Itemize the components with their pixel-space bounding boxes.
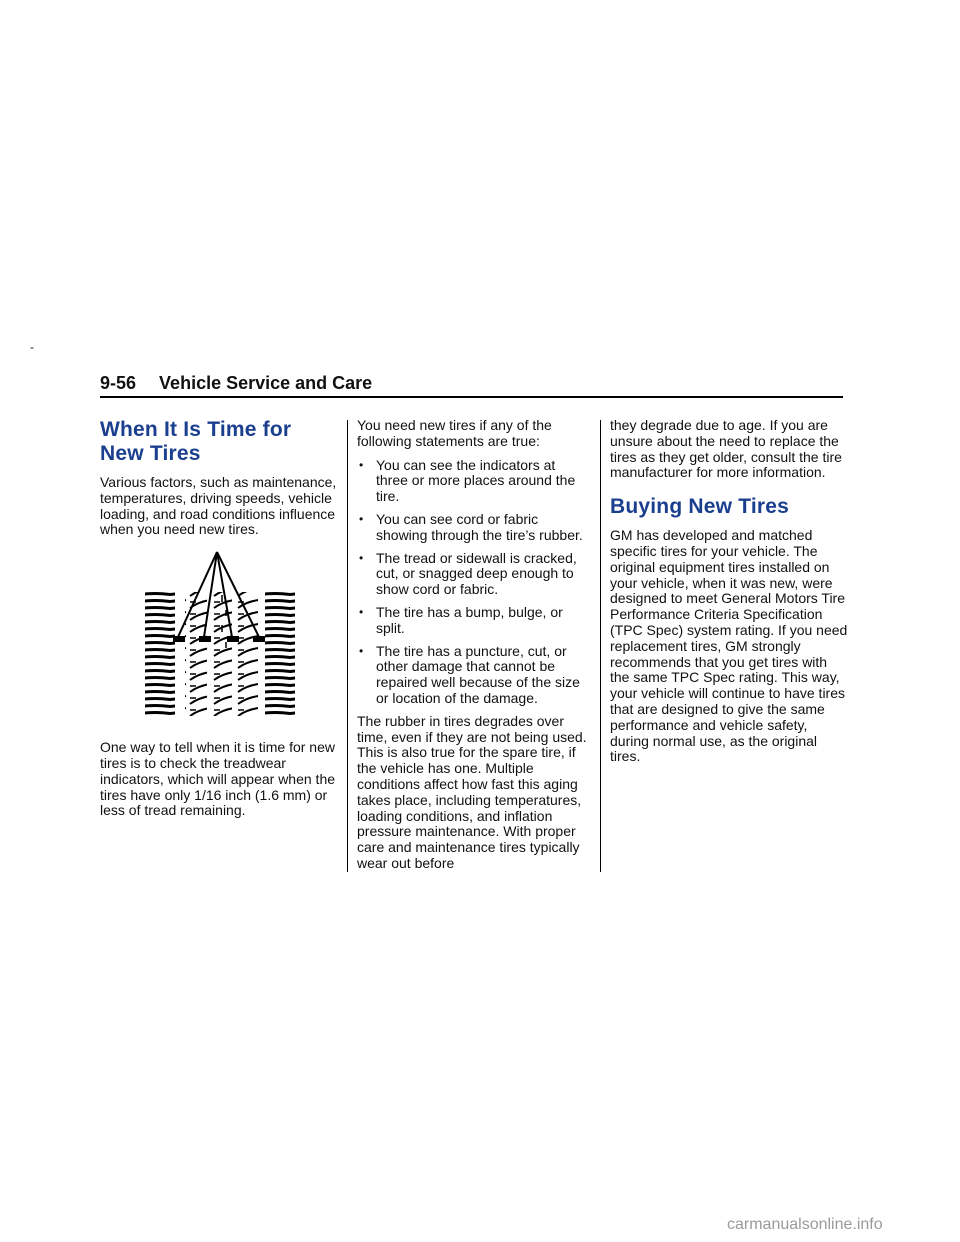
page-header (100, 372, 843, 398)
page-number: 9-56 (100, 373, 137, 393)
column-middle (357, 418, 589, 880)
treadwear-paragraph: One way to tell when it is time for new tires is to check the treadwear indicators, which will appear when the tires have only 1/16 inch (1.6 mm) or less of tread remaining. (100, 739, 336, 819)
buying-paragraph: GM has developed and matched specific tires for your vehicle. The original equipment tires installed on your vehicle, when it was new, were designed to meet General Motors Tire Performance Criteria Specification (TPC Spec) system rating. If you need replacement tires, GM strongly recommends that you get tires with the same TPC Spec rating. This way, your vehicle will continue to have tires that are designed to give the same performance and vehicle safety, during normal use, as the original tires. (610, 527, 848, 765)
list-item: • You can see cord or fabric showing through the tire’s rubber. (359, 510, 583, 543)
watermark-text: carmanualsonline.info (727, 1216, 883, 1233)
conditions-intro: You need new tires if any of the following statements are true: (357, 417, 552, 449)
tread-rib-left (145, 592, 175, 716)
column-divider-left (347, 420, 348, 872)
section-heading-buying-tires: Buying New Tires (610, 495, 790, 519)
column-left (100, 418, 337, 827)
list-item: • The tire has a bump, bulge, or split. (359, 603, 563, 636)
section-heading-new-tires: When It Is Time for New Tires (100, 418, 292, 465)
conditions-list (357, 458, 589, 707)
tread-rib-right (265, 592, 295, 716)
aging-paragraph: The rubber in tires degrades over time, even if they are not being used. This is also true for the spare tire, if the vehicle has one. Multiple conditions affect how fast this aging takes place, including temperatures, loading conditions, and inflation pressure maintenance. With proper care and maintenance tires typically wear out before (357, 712, 587, 871)
section-title: Vehicle Service and Care (159, 373, 373, 393)
aging-paragraph-continued: they degrade due to age. If you are unsure about the need to replace the tires as they get older, consult the tire manufacturer for more information. (610, 417, 842, 481)
treadwear-indicator-illustration (140, 550, 295, 720)
tread-block-1 (185, 592, 207, 716)
list-item: • The tread or sidewall is cracked, cut, or snagged deep enough to show cord or fabric. (359, 549, 577, 598)
column-divider-right (600, 420, 601, 872)
list-item: • The tire has a puncture, cut, or other damage that cannot be repaired well because of the size or location of the damage. (359, 642, 580, 706)
list-item: • You can see the indicators at three or more places around the tire. (359, 456, 576, 505)
page-corner-mark: - (30, 340, 34, 354)
intro-paragraph: Various factors, such as maintenance, temperatures, driving speeds, vehicle loading, and road conditions influence when you need new tires. (100, 474, 337, 538)
tread-block-2 (210, 592, 232, 716)
column-right (610, 418, 850, 773)
